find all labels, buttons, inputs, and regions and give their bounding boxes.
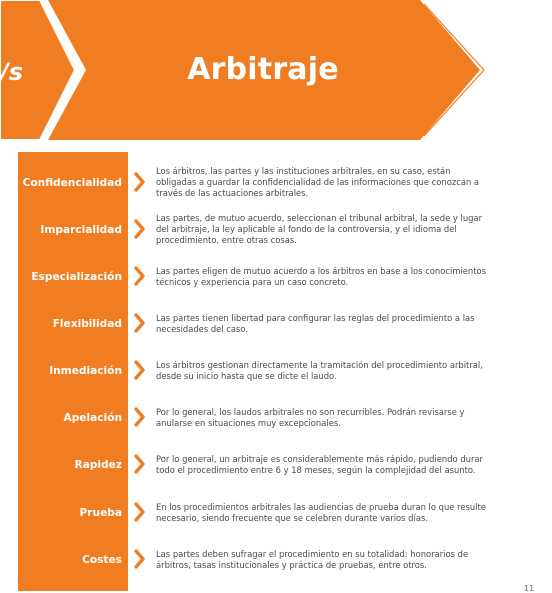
row-label: Apelación xyxy=(63,411,122,424)
list-item xyxy=(0,300,552,347)
row-description: Por lo general, un arbitraje es considerablemente más rápido, pudiendo durar todo el procedimiento entre 6 y 18 meses, según la complejidad del asunto. xyxy=(156,453,483,475)
row-label: Confidencialidad xyxy=(22,176,122,189)
row-description: Por lo general, los laudos arbitrales no son recurribles. Podrán revisarse y anularse en situaciones muy excepcionales. xyxy=(156,406,465,428)
chevron-right-icon xyxy=(134,266,146,286)
row-label: Especialización xyxy=(31,270,122,283)
chevron-right-icon xyxy=(134,549,146,569)
list-item xyxy=(0,347,552,394)
row-description: Los árbitros, las partes y las instituciones arbitrales, en su caso, están obligadas a guardar la confidencialidad de las informaciones que conozcan a través de las actuaciones arbitrales. xyxy=(156,166,480,198)
chevron-right-icon xyxy=(134,502,146,522)
chevron-right-icon xyxy=(134,454,146,474)
row-description: Las partes, de mutuo acuerdo, seleccionan el tribunal arbitral, la sede y lugar del arbitraje, la ley aplicable al fondo de la controversia, y el idioma del procedimiento, entre otras cosas. xyxy=(156,213,483,245)
list-item xyxy=(0,536,552,583)
chevron-right-icon xyxy=(134,313,146,333)
row-description: Los árbitros gestionan directamente la tramitación del procedimiento arbitral, desde su inicio hasta que se dicte el laudo. xyxy=(156,359,483,381)
list-item xyxy=(0,206,552,253)
row-description: Las partes deben sufragar el procedimiento en su totalidad: honorarios de árbitros, tasas institucionales y práctica de pruebas, entre otros. xyxy=(156,548,469,570)
row-label: Rapidez xyxy=(74,458,122,471)
row-description: Las partes eligen de mutuo acuerdo a los árbitros en base a los conocimientos técnicos y experiencia para un caso concreto. xyxy=(156,265,487,287)
page-number: 11 xyxy=(524,584,535,593)
chevron-right-icon xyxy=(134,172,146,192)
list-item xyxy=(0,253,552,300)
row-label: Costes xyxy=(82,553,122,566)
banner-prev-fragment: /s xyxy=(0,58,24,86)
chevron-right-icon xyxy=(134,219,146,239)
chevron-right-icon xyxy=(134,407,146,427)
list-item xyxy=(0,489,552,536)
row-description: Las partes tienen libertad para configurar las reglas del procedimiento a las necesidades del caso. xyxy=(156,312,475,334)
row-label: Prueba xyxy=(79,506,122,519)
list-item xyxy=(0,159,552,206)
row-label: Inmediación xyxy=(49,364,122,377)
row-label: Flexibilidad xyxy=(52,317,122,330)
page-title: Arbitraje xyxy=(187,52,339,87)
row-label: Imparcialidad xyxy=(40,223,122,236)
list-item xyxy=(0,394,552,441)
list-item xyxy=(0,441,552,488)
chevron-right-icon xyxy=(134,360,146,380)
row-description: En los procedimientos arbitrales las audiencias de prueba duran lo que resulte necesario, siendo frecuente que se celebren durante varios días. xyxy=(156,501,486,523)
